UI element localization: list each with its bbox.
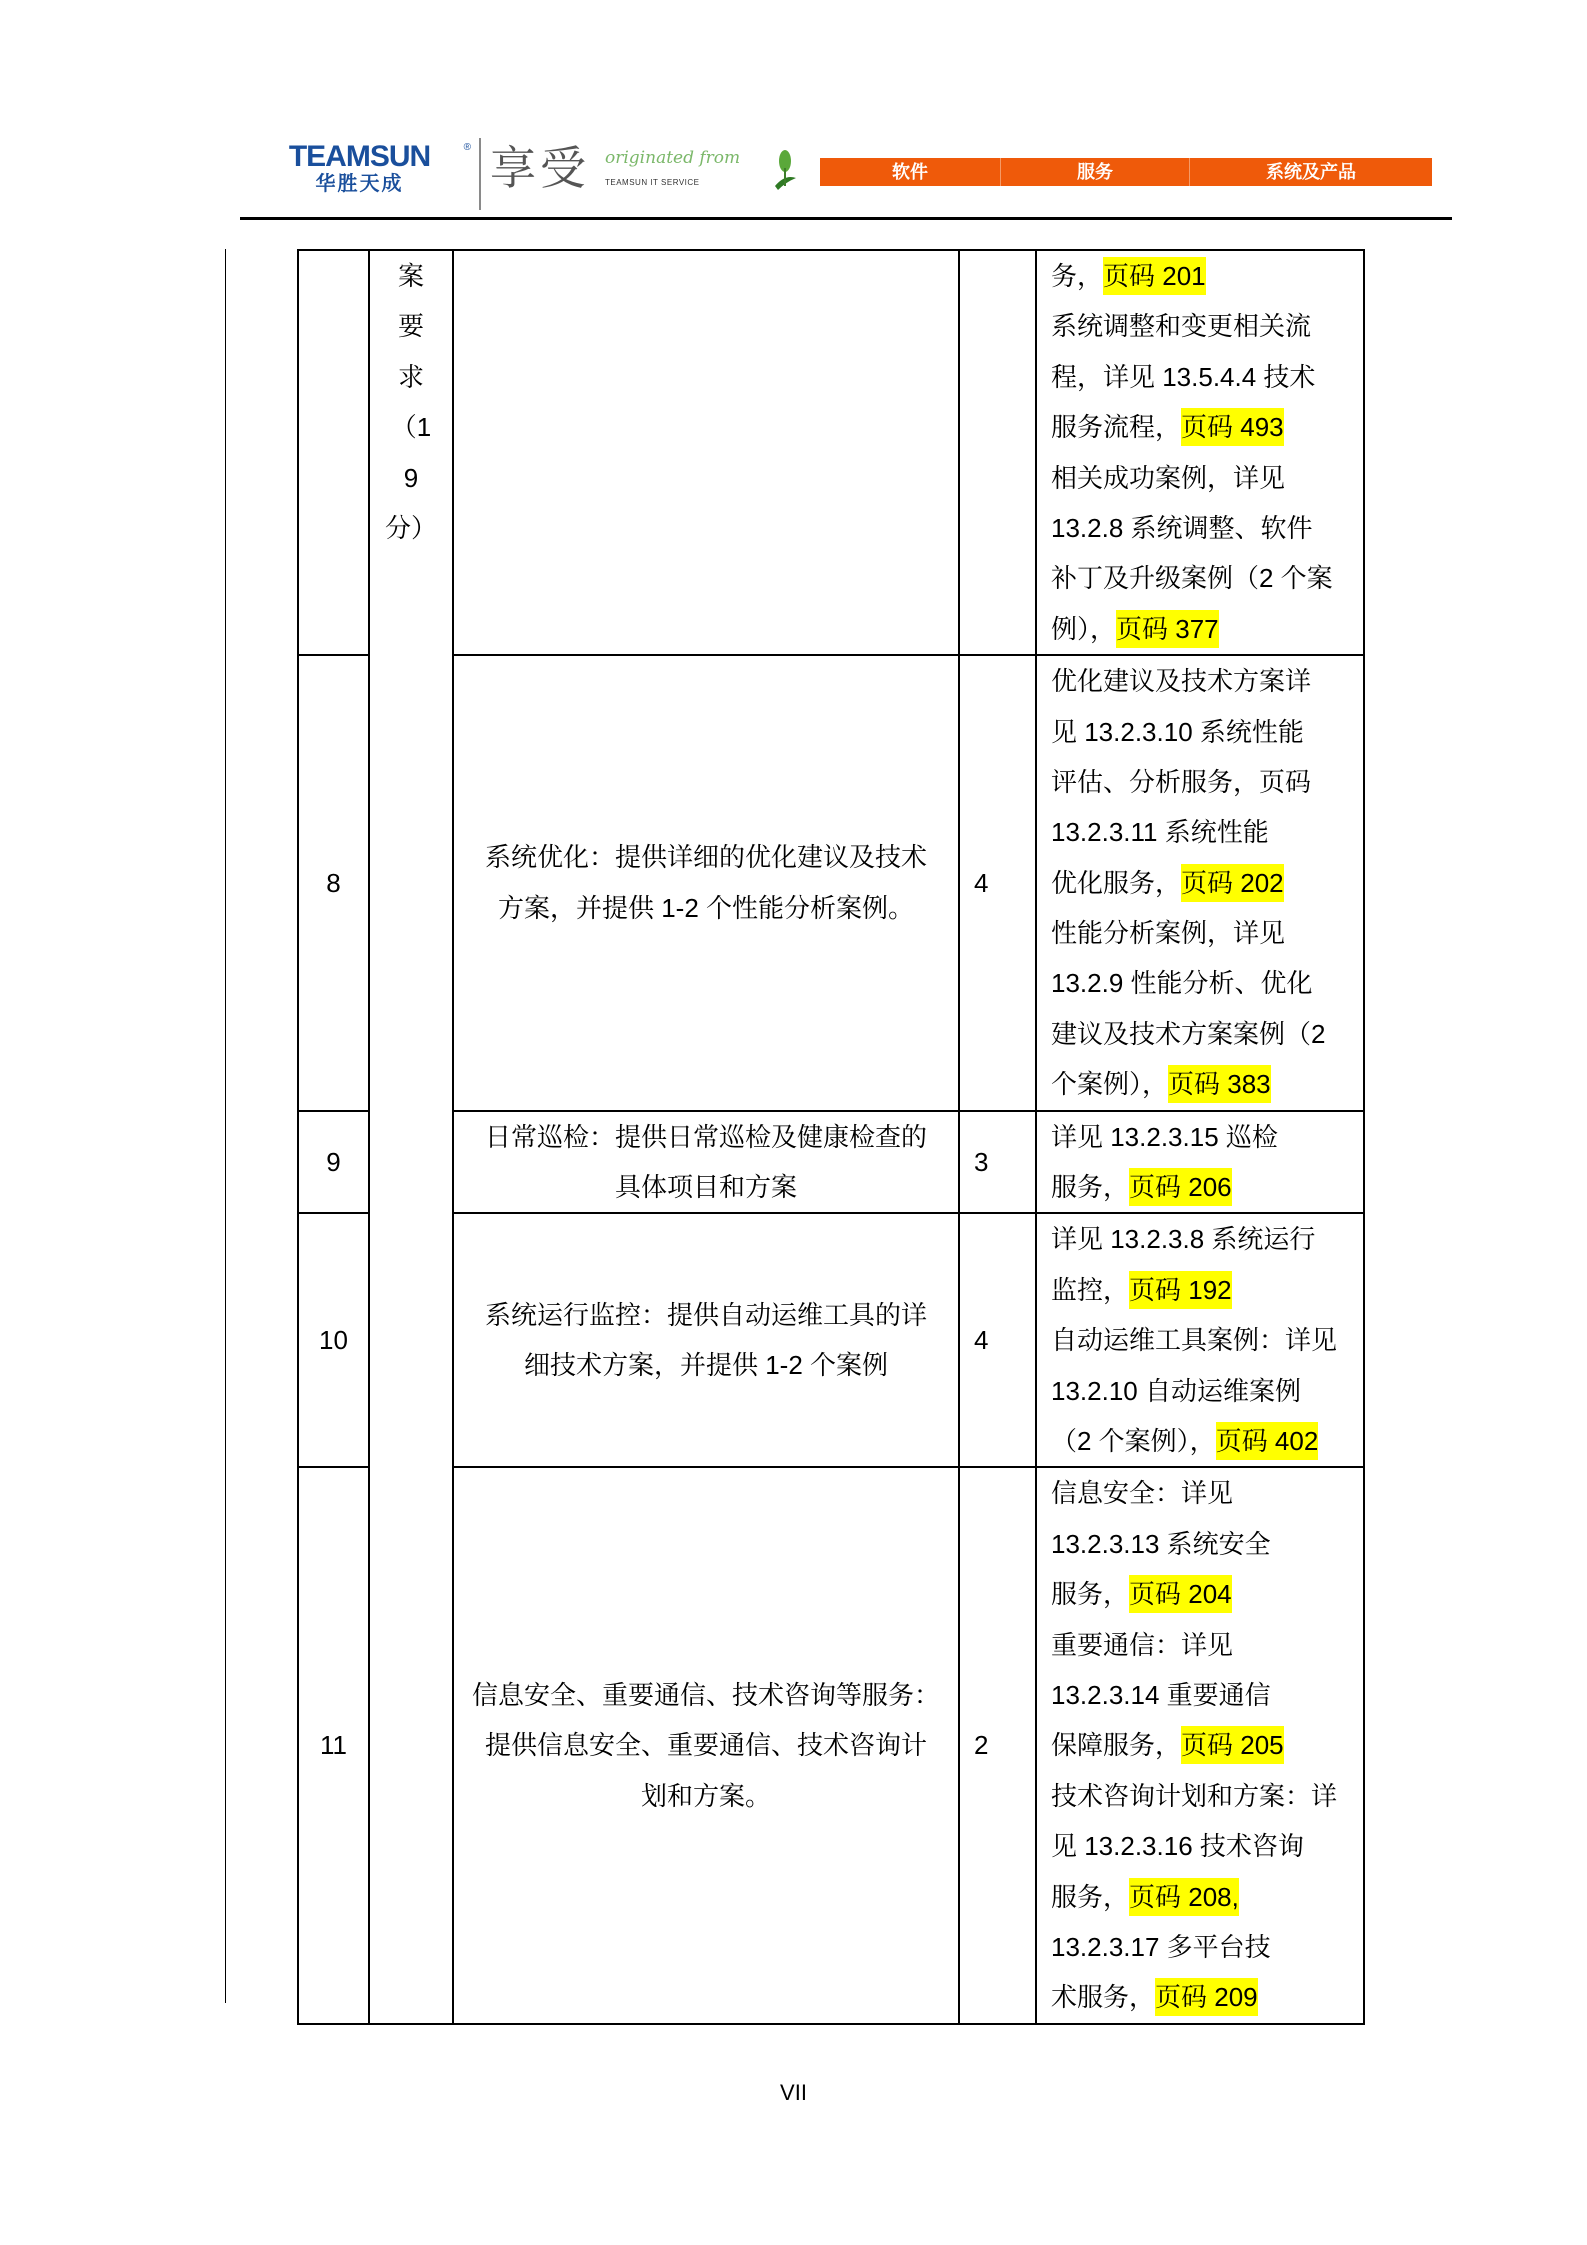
reference-text: 13.2.10 自动运维案例	[1051, 1375, 1301, 1406]
reference-line	[1051, 1720, 1351, 1770]
reference-line	[1051, 1315, 1351, 1365]
description-line: 日常巡检：提供日常巡检及健康检查的	[484, 1121, 927, 1152]
logo-text-en: TEAMSUN	[288, 140, 431, 173]
reference-text: 建议及技术方案案例（2	[1051, 1018, 1326, 1049]
response-reference	[1036, 250, 1364, 655]
score-value: 3	[959, 1111, 1036, 1214]
page-reference-highlight: 页码 377	[1116, 610, 1219, 648]
reference-text: 13.2.9 性能分析、优化	[1051, 968, 1313, 999]
reference-text: 信息安全：详见	[1051, 1478, 1234, 1509]
reference-text: 术服务，	[1051, 1982, 1156, 2013]
category-char: 分）	[384, 512, 437, 543]
reference-text: 务，	[1051, 261, 1104, 291]
reference-line	[1051, 453, 1351, 503]
table-row	[298, 655, 1364, 1111]
reference-text: 服务流程，	[1051, 412, 1182, 443]
reference-line	[1051, 251, 1351, 301]
reference-line	[1051, 1872, 1351, 1922]
originated-from-text: originated from	[605, 148, 741, 168]
requirement-description	[453, 250, 959, 655]
reference-text: 程，详见 13.5.4.4 技术	[1051, 361, 1316, 392]
reference-line	[1051, 1771, 1351, 1821]
reference-text: 相关成功案例，详见	[1051, 462, 1286, 493]
reference-line	[1051, 1468, 1351, 1518]
description-line: 具体项目和方案	[614, 1172, 797, 1203]
leaf-icon	[772, 148, 798, 192]
reference-text: 个案例），	[1051, 1069, 1169, 1100]
reference-line	[1051, 1059, 1351, 1109]
reference-line	[1051, 1112, 1351, 1162]
page-reference-highlight: 页码 209	[1155, 1978, 1258, 2016]
page-reference-highlight: 页码 204	[1129, 1575, 1232, 1613]
description-line: 方案，并提供 1-2 个性能分析案例。	[497, 892, 915, 923]
requirement-description	[453, 1111, 959, 1214]
reference-line	[1051, 1009, 1351, 1059]
reference-line	[1051, 1821, 1351, 1871]
page-reference-highlight: 页码 208,	[1129, 1878, 1239, 1916]
reference-text: 补丁及升级案例（2 个案	[1051, 563, 1333, 594]
reference-line	[1051, 553, 1351, 603]
response-reference	[1036, 1111, 1364, 1214]
description-line: 系统优化：提供详细的优化建议及技术	[484, 842, 927, 873]
header-rule	[240, 217, 1452, 220]
logo-text-cn: 华胜天成	[315, 173, 404, 195]
reference-line	[1051, 1366, 1351, 1416]
reference-text: 见 13.2.3.16 技术咨询	[1051, 1831, 1304, 1862]
originated-sub-text: TEAMSUN IT SERVICE	[605, 178, 700, 187]
reference-line	[1051, 1416, 1351, 1466]
reference-line	[1051, 503, 1351, 553]
reference-line	[1051, 807, 1351, 857]
page-reference-highlight: 页码 206	[1129, 1168, 1232, 1206]
reference-line	[1051, 707, 1351, 757]
page-reference-highlight: 页码 402	[1216, 1422, 1319, 1460]
category-char: （1	[390, 412, 432, 443]
reference-text: 评估、分析服务，页码	[1051, 766, 1312, 797]
page-header	[240, 130, 1452, 222]
description-line: 信息安全、重要通信、技术咨询等服务：	[471, 1679, 940, 1710]
reference-text: 优化建议及技术方案详	[1051, 666, 1312, 697]
item-number: 10	[298, 1213, 369, 1467]
reference-line	[1051, 402, 1351, 452]
reference-text: 13.2.3.14 重要通信	[1051, 1679, 1271, 1710]
reference-text: 自动运维工具案例：详见	[1051, 1325, 1338, 1356]
reference-text: （2 个案例），	[1051, 1426, 1216, 1457]
score-value: 4	[959, 655, 1036, 1111]
category-cell	[369, 250, 453, 2024]
page-reference-highlight: 页码 202	[1181, 864, 1284, 902]
response-reference	[1036, 655, 1364, 1111]
reference-line	[1051, 958, 1351, 1008]
page-reference-highlight: 页码 201	[1103, 257, 1206, 295]
description-line: 提供信息安全、重要通信、技术咨询计	[484, 1730, 927, 1761]
description-line: 系统运行监控：提供自动运维工具的详	[484, 1300, 927, 1331]
reference-line	[1051, 1265, 1351, 1315]
reference-line	[1051, 1620, 1351, 1670]
item-number: 9	[298, 1111, 369, 1214]
reference-line	[1051, 1162, 1351, 1212]
teamsun-logo	[252, 140, 471, 202]
score-value	[959, 250, 1036, 655]
nav-software[interactable]: 软件	[820, 158, 1001, 186]
reference-line	[1051, 1519, 1351, 1569]
reference-text: 技术咨询计划和方案：详	[1051, 1780, 1338, 1811]
reference-text: 13.2.3.17 多平台技	[1051, 1931, 1271, 1962]
reference-line	[1051, 858, 1351, 908]
nav-systems-products[interactable]: 系统及产品	[1266, 162, 1356, 182]
score-value: 2	[959, 1467, 1036, 2023]
table-row	[298, 1111, 1364, 1214]
reference-text: 优化服务，	[1051, 867, 1182, 898]
reference-line	[1051, 656, 1351, 706]
reference-line	[1051, 1670, 1351, 1720]
page-reference-highlight: 页码 205	[1181, 1726, 1284, 1764]
response-reference	[1036, 1213, 1364, 1467]
page-reference-highlight: 页码 383	[1168, 1065, 1271, 1103]
reference-line	[1051, 1214, 1351, 1264]
reference-text: 服务，	[1051, 1172, 1130, 1203]
reference-text: 13.2.3.11 系统性能	[1051, 817, 1269, 848]
reference-text: 见 13.2.3.10 系统性能	[1051, 716, 1304, 747]
response-reference	[1036, 1467, 1364, 2023]
reference-text: 例），	[1051, 613, 1117, 644]
reference-line	[1051, 352, 1351, 402]
reference-text: 服务，	[1051, 1881, 1130, 1912]
margin-line	[225, 249, 226, 2003]
nav-services[interactable]: 服务	[1001, 158, 1190, 186]
reference-line	[1051, 1569, 1351, 1619]
reference-text: 重要通信：详见	[1051, 1629, 1234, 1660]
category-char: 要	[397, 311, 424, 342]
reference-text: 性能分析案例，详见	[1051, 918, 1286, 949]
category-char: 求	[397, 361, 424, 392]
reference-text: 系统调整和变更相关流	[1051, 311, 1312, 342]
table-row	[298, 1467, 1364, 2023]
reference-line	[1051, 604, 1351, 654]
reference-text: 监控，	[1051, 1274, 1130, 1305]
reference-text: 保障服务，	[1051, 1730, 1182, 1761]
requirement-description	[453, 655, 959, 1111]
page-number: VII	[780, 2080, 807, 2105]
description-line: 细技术方案，并提供 1-2 个案例	[523, 1350, 889, 1381]
reference-line	[1051, 1972, 1351, 2022]
item-number	[298, 250, 369, 655]
requirement-description	[453, 1467, 959, 2023]
reference-line	[1051, 1922, 1351, 1972]
page-reference-highlight: 页码 493	[1181, 408, 1284, 446]
scoring-table	[297, 249, 1365, 2025]
reference-text: 13.2.3.13 系统安全	[1051, 1528, 1271, 1559]
registered-mark: ®	[463, 142, 471, 153]
reference-line	[1051, 301, 1351, 351]
header-divider	[479, 138, 481, 210]
item-number: 11	[298, 1467, 369, 2023]
reference-line	[1051, 757, 1351, 807]
reference-text: 详见 13.2.3.15 巡检	[1051, 1121, 1278, 1152]
table-row	[298, 1213, 1364, 1467]
table-row	[298, 250, 1364, 655]
description-line: 划和方案。	[640, 1780, 771, 1811]
item-number: 8	[298, 655, 369, 1111]
score-value: 4	[959, 1213, 1036, 1467]
header-nav-bar	[820, 158, 1432, 186]
reference-text: 13.2.8 系统调整、软件	[1051, 512, 1313, 543]
requirement-description	[453, 1213, 959, 1467]
page-reference-highlight: 页码 192	[1129, 1271, 1232, 1309]
category-char: 9	[403, 462, 419, 493]
category-char: 案	[397, 261, 424, 291]
calligraphy-text: 享受	[490, 141, 590, 195]
reference-text: 服务，	[1051, 1579, 1130, 1610]
reference-line	[1051, 908, 1351, 958]
reference-text: 详见 13.2.3.8 系统运行	[1051, 1224, 1316, 1255]
